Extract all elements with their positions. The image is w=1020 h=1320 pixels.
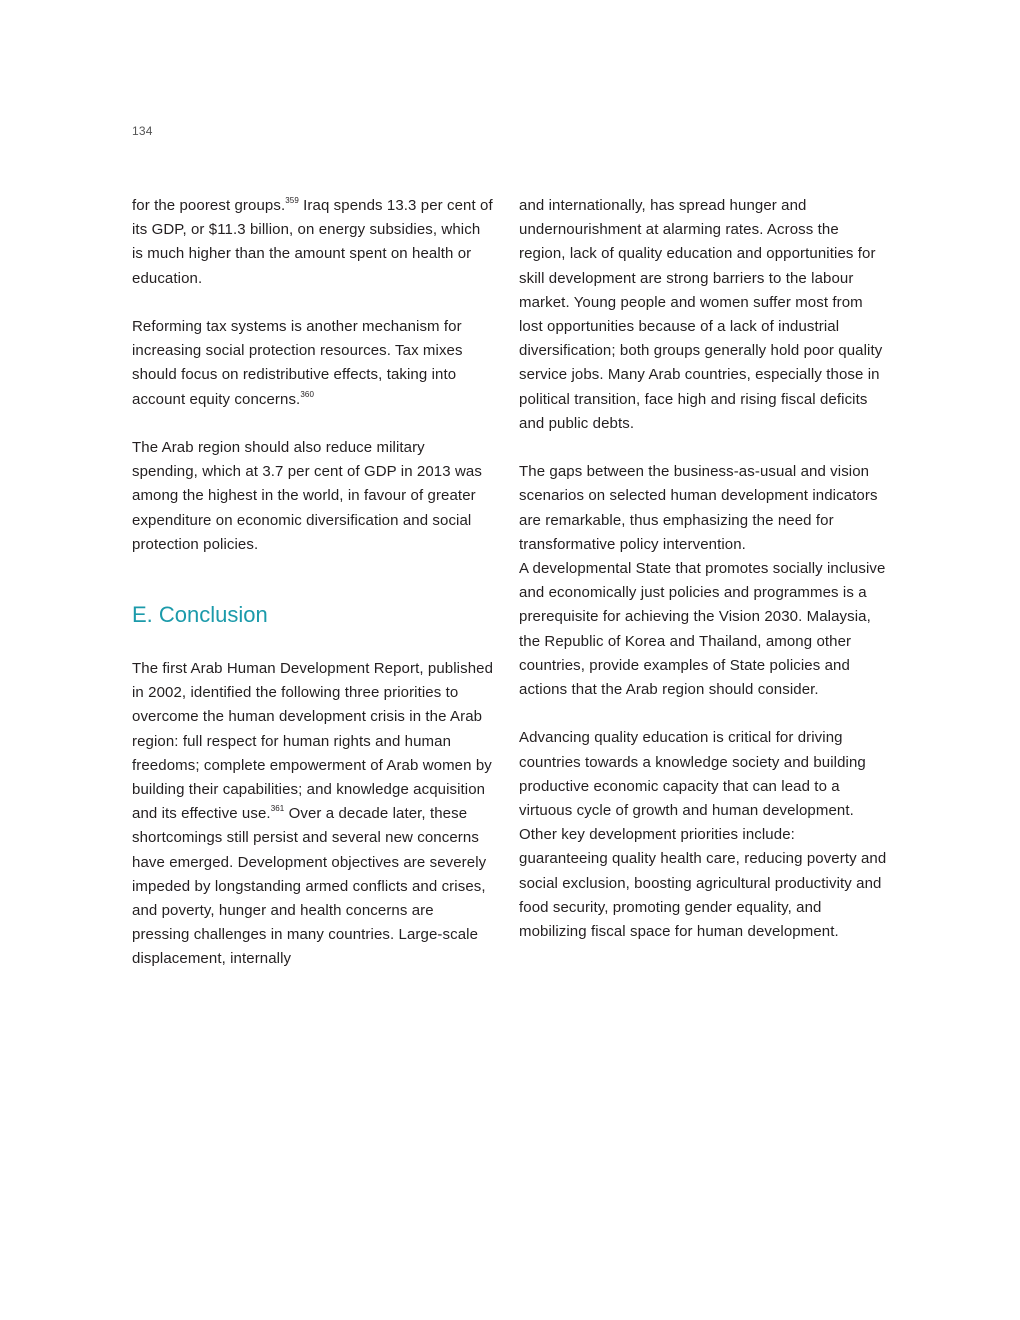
paragraph-text: Reforming tax systems is another mechanism for increasing social protection resources. Tax mixes should focus on redistributive effects, taking into account equity concerns. [132, 318, 463, 408]
paragraph-developmental-state: A developmental State that promotes socially inclusive and economically just policies and programmes is a prerequisite for achieving the Vision 2030. Malaysia, the Republic of Korea and Thailand, among other countries, provide examples of State policies and actions that the Arab region should consider. [519, 560, 886, 699]
paragraph-military-spending: The Arab region should also reduce military spending, which at 3.7 per cent of GDP in 2013 was among the highest in the world, in favour of greater expenditure on economic diversification and social protection policies. [132, 439, 482, 553]
paragraph-text: Over a decade later, these shortcomings still persist and several new concerns have emerged. Development objectives are severely impeded by longstanding armed conflicts and crises, and poverty, hunger and health concerns are pressing challenges in many countries. Large-scale displacement, internally [132, 805, 487, 968]
page-number: 134 [132, 124, 153, 138]
paragraph-poorest-groups [132, 194, 494, 291]
section-heading-conclusion: E. Conclusion [132, 602, 268, 628]
paragraph-text: Iraq spends 13.3 per cent of its GDP, or $11.3 billion, on energy subsidies, which is much higher than the amount spent on health or education. [132, 197, 493, 287]
left-column [132, 194, 494, 972]
footnote-ref-359[interactable]: 359 [285, 196, 299, 205]
paragraph-quality-education: Advancing quality education is critical for driving countries towards a knowledge society and building productive economic capacity that can lead to a virtuous cycle of growth and human development. Other key development priorities include: guaranteeing quality health care, reducing poverty and social exclusion, boosting agricultural productivity and food security, promoting gender equality, and mobilizing fiscal space for human development. [519, 729, 887, 941]
paragraph-hunger-undernourishment: and internationally, has spread hunger and undernourishment at alarming rates. Across the region, lack of quality education and opportunities for skill development are strong barriers to the labour market. Young people and women suffer most from lost opportunities because of a lack of industrial diversification; both groups generally hold poor quality service jobs. Many Arab countries, especially those in political transition, face high and rising fiscal deficits and public debts. [519, 197, 883, 432]
paragraph-tax-systems [132, 315, 494, 412]
footnote-ref-361[interactable]: 361 [270, 804, 285, 814]
paragraph-first-ahdr [132, 657, 494, 972]
paragraph-scenario-gaps: The gaps between the business-as-usual and vision scenarios on selected human development indicators are remarkable, thus emphasizing the need for transformative policy intervention. [519, 463, 878, 553]
right-column [519, 194, 887, 944]
paragraph-text: The first Arab Human Development Report, published in 2002, identified the following three priorities to overcome the human development crisis in the Arab region: full respect for human rights and human freedoms; complete empowerment of Arab women by building their capabilities; and knowledge acquisition and its effective use. [132, 660, 494, 823]
paragraph-text: for the poorest groups. [132, 197, 286, 214]
footnote-ref-360[interactable]: 360 [300, 389, 314, 399]
